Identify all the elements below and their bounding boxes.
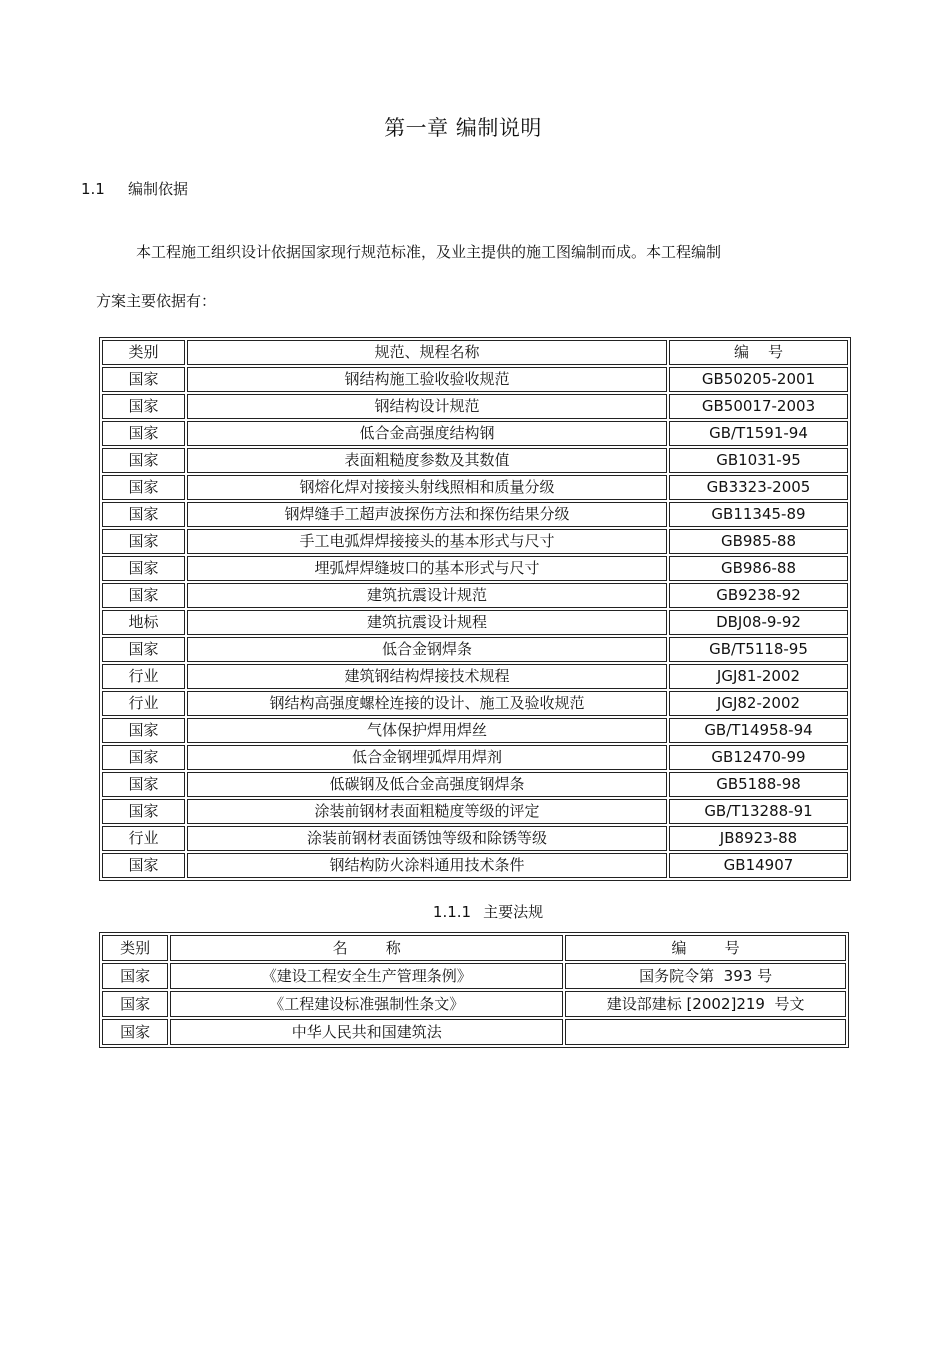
code-cell: GB986-88	[669, 556, 848, 581]
table-header-cell: 规范、规程名称	[187, 340, 667, 365]
standards-table	[99, 337, 851, 881]
category-cell: 国家	[102, 963, 168, 989]
chapter-title: 第一章 编制说明	[384, 116, 542, 140]
name-cell: 低合金钢焊条	[187, 637, 667, 662]
name-cell: 钢结构施工验收验收规范	[187, 367, 667, 392]
category-cell: 国家	[102, 772, 185, 797]
code-cell: GB1031-95	[669, 448, 848, 473]
name-cell: 涂装前钢材表面锈蚀等级和除锈等级	[187, 826, 667, 851]
table-header-cell: 名 称	[170, 935, 563, 961]
code-cell: 国务院令第 393 号	[565, 963, 846, 989]
category-cell: 地标	[102, 610, 185, 635]
name-cell: 表面粗糙度参数及其数值	[187, 448, 667, 473]
name-cell: 《工程建设标准强制性条文》	[170, 991, 563, 1017]
subsection-heading	[0, 901, 950, 922]
category-cell: 国家	[102, 475, 185, 500]
table-header-cell: 编 号	[565, 935, 846, 961]
category-cell: 国家	[102, 853, 185, 878]
name-cell: 钢结构设计规范	[187, 394, 667, 419]
code-cell: GB12470-99	[669, 745, 848, 770]
code-cell: GB11345-89	[669, 502, 848, 527]
name-cell: 低碳钢及低合金高强度钢焊条	[187, 772, 667, 797]
name-cell: 气体保护焊用焊丝	[187, 718, 667, 743]
table-header-cell: 类别	[102, 340, 185, 365]
table-row	[102, 664, 848, 689]
category-cell: 行业	[102, 664, 185, 689]
category-cell: 行业	[102, 826, 185, 851]
code-cell	[565, 1019, 846, 1045]
table-row	[102, 637, 848, 662]
table-header-row	[102, 340, 848, 365]
category-cell: 国家	[102, 421, 185, 446]
table-row	[102, 556, 848, 581]
table-row	[102, 529, 848, 554]
code-cell: 建设部建标 [2002]219 号文	[565, 991, 846, 1017]
table-row	[102, 502, 848, 527]
table-row	[102, 421, 848, 446]
table-row	[102, 448, 848, 473]
name-cell: 钢结构防火涂料通用技术条件	[187, 853, 667, 878]
table-header-row	[102, 935, 846, 961]
name-cell: 低合金高强度结构钢	[187, 421, 667, 446]
table-row	[102, 745, 848, 770]
subsection-title: 主要法规	[483, 903, 544, 921]
category-cell: 国家	[102, 1019, 168, 1045]
name-cell: 埋弧焊焊缝坡口的基本形式与尺寸	[187, 556, 667, 581]
category-cell: 国家	[102, 556, 185, 581]
code-cell: GB50017-2003	[669, 394, 848, 419]
code-cell: JGJ81-2002	[669, 664, 848, 689]
table-row	[102, 583, 848, 608]
code-cell: GB/T13288-91	[669, 799, 848, 824]
category-cell: 国家	[102, 718, 185, 743]
table-row	[102, 610, 848, 635]
name-cell: 钢结构高强度螺栓连接的设计、施工及验收规范	[187, 691, 667, 716]
name-cell: 涂装前钢材表面粗糙度等级的评定	[187, 799, 667, 824]
category-cell: 国家	[102, 394, 185, 419]
code-cell: GB/T14958-94	[669, 718, 848, 743]
code-cell: GB5188-98	[669, 772, 848, 797]
name-cell: 钢焊缝手工超声波探伤方法和探伤结果分级	[187, 502, 667, 527]
code-cell: JGJ82-2002	[669, 691, 848, 716]
category-cell: 国家	[102, 799, 185, 824]
section-title: 编制依据	[128, 180, 189, 198]
regulations-table	[99, 932, 849, 1048]
table-row	[102, 963, 846, 989]
table-row	[102, 718, 848, 743]
category-cell: 国家	[102, 529, 185, 554]
table-header-cell: 编 号	[669, 340, 848, 365]
category-cell: 国家	[102, 367, 185, 392]
code-cell: GB50205-2001	[669, 367, 848, 392]
name-cell: 建筑抗震设计规范	[187, 583, 667, 608]
code-cell: GB3323-2005	[669, 475, 848, 500]
table-row	[102, 772, 848, 797]
category-cell: 国家	[102, 991, 168, 1017]
code-cell: GB/T5118-95	[669, 637, 848, 662]
subsection-number: 1.1.1	[432, 903, 472, 921]
name-cell: 建筑抗震设计规程	[187, 610, 667, 635]
code-cell: JB8923-88	[669, 826, 848, 851]
code-cell: DBJ08-9-92	[669, 610, 848, 635]
category-cell: 行业	[102, 691, 185, 716]
paragraph-line-1: 本工程施工组织设计依据国家现行规范标准，及业主提供的施工图编制而成。本工程编制	[136, 243, 722, 261]
table-row	[102, 475, 848, 500]
code-cell: GB14907	[669, 853, 848, 878]
code-cell: GB985-88	[669, 529, 848, 554]
name-cell: 建筑钢结构焊接技术规程	[187, 664, 667, 689]
category-cell: 国家	[102, 637, 185, 662]
category-cell: 国家	[102, 448, 185, 473]
table-row	[102, 394, 848, 419]
table-row	[102, 799, 848, 824]
table-row	[102, 367, 848, 392]
table-header-cell: 类别	[102, 935, 168, 961]
paragraph-line-2: 方案主要依据有：	[96, 292, 217, 310]
table-row	[102, 1019, 846, 1045]
category-cell: 国家	[102, 502, 185, 527]
category-cell: 国家	[102, 583, 185, 608]
table-row	[102, 853, 848, 878]
name-cell: 钢熔化焊对接接头射线照相和质量分级	[187, 475, 667, 500]
table-row	[102, 991, 846, 1017]
code-cell: GB9238-92	[669, 583, 848, 608]
table-row	[102, 826, 848, 851]
table-row	[102, 691, 848, 716]
name-cell: 中华人民共和国建筑法	[170, 1019, 563, 1045]
code-cell: GB/T1591-94	[669, 421, 848, 446]
name-cell: 《建设工程安全生产管理条例》	[170, 963, 563, 989]
name-cell: 低合金钢埋弧焊用焊剂	[187, 745, 667, 770]
section-heading	[81, 178, 188, 199]
name-cell: 手工电弧焊焊接接头的基本形式与尺寸	[187, 529, 667, 554]
category-cell: 国家	[102, 745, 185, 770]
section-number: 1.1	[81, 180, 105, 198]
